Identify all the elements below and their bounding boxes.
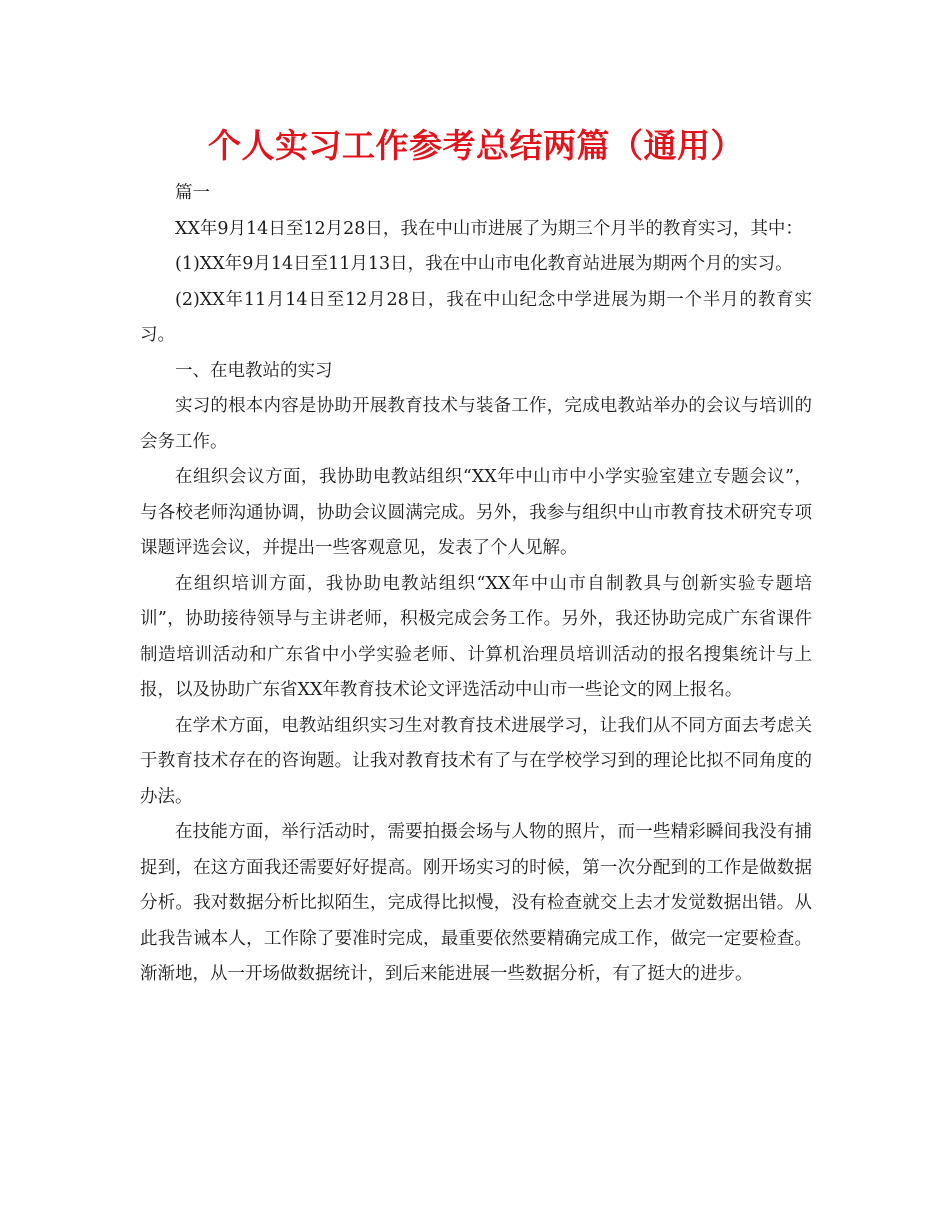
paragraph: (2)XX年11月14日至12月28日，我在中山纪念中学进展为期一个半月的教育实习。 (140, 289, 812, 345)
paragraph: 在学术方面，电教站组织实习生对教育技术进展学习，让我们从不同方面去考虑关于教育技术存在的咨询题。让我对教育技术有了与在学校学习到的理论比拟不同角度的办法。 (140, 715, 812, 807)
paragraph: (1)XX年9月14日至11月13日，我在中山市电化教育站进展为期两个月的实习。 (175, 254, 793, 274)
paragraph: 在组织会议方面，我协助电教站组织“XX年中山市中小学实验室建立专题会议”，与各校老师沟通协调，协助会议圆满完成。另外，我参与组织中山市教育技术研究专项课题评选会议，并提出一些客观意见，发表了个人见解。 (140, 467, 812, 558)
document-title: 个人实习工作参考总结两篇（通用） (208, 126, 744, 165)
document-page (140, 118, 812, 993)
paragraph: 实习的根本内容是协助开展教育技术与装备工作，完成电教站举办的会议与培训的会务工作。 (140, 396, 812, 452)
paragraph: 在技能方面，举行活动时，需要拍摄会场与人物的照片，而一些精彩瞬间我没有捕捉到，在这方面我还需要好好提高。刚开场实习的时候，第一次分配到的工作是做数据分析。我对数据分析比拟陌生，完成得比拟慢，没有检查就交上去才发觉数据出错。从此我告诫本人，工作除了要准时完成，最重要依然要精确完成工作，做完一定要检查。渐渐地，从一开场做数据统计，到后来能进展一些数据分析，有了挺大的进步。 (140, 822, 812, 984)
section-label: 篇一 (175, 183, 210, 203)
paragraph: XX年9月14日至12月28日，我在中山市进展了为期三个月半的教育实习，其中： (175, 218, 803, 239)
section-heading: 一、在电教站的实习 (175, 360, 333, 381)
paragraph: 在组织培训方面，我协助电教站组织“XX年中山市自制教具与创新实验专题培训”，协助接待领导与主讲老师，积极完成会务工作。另外，我还协助完成广东省课件制造培训活动和广东省中小学实验老师、计算机治理员培训活动的报名搜集统计与上报，以及协助广东省XX年教育技术论文评选活动中山市一些论文的网上报名。 (140, 573, 812, 700)
